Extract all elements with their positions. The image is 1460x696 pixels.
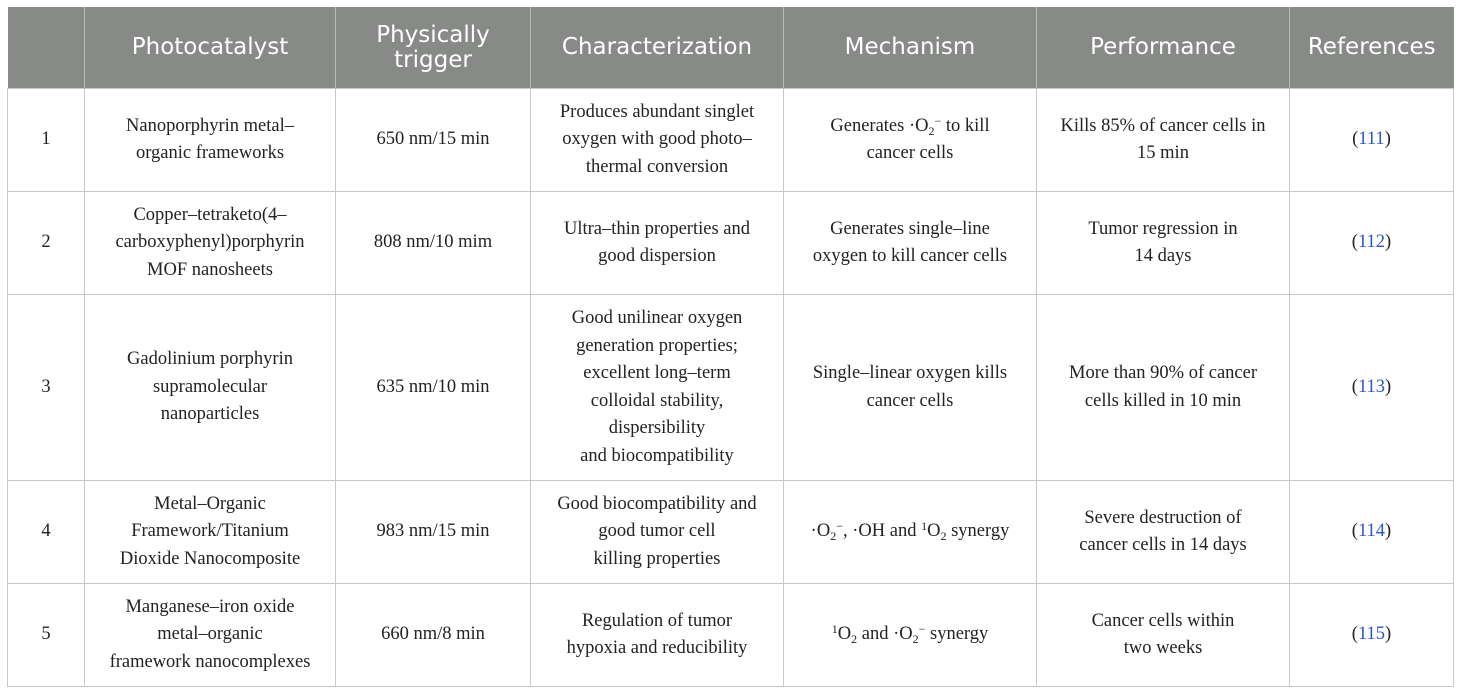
header-photocatalyst: Photocatalyst [85, 7, 336, 89]
photocatalyst-cell: Gadolinium porphyrin supramolecular nanoparticles [85, 295, 336, 481]
reference-cell: (111) [1290, 89, 1454, 192]
reference-link[interactable]: 111 [1358, 129, 1385, 150]
performance-cell: More than 90% of cancer cells killed in 10 min [1037, 295, 1290, 481]
reference-cell: (113) [1290, 295, 1454, 481]
characterization-cell: Produces abundant singlet oxygen with good photo– thermal conversion [531, 89, 784, 192]
mechanism-cell: Generates $\cdot O_2^-$ to kill cancer cells [784, 89, 1037, 192]
mechanism-cell: Single–linear oxygen kills cancer cells [784, 295, 1037, 481]
characterization-cell: Good unilinear oxygen generation properties; excellent long–term colloidal stability, dispersibility and biocompatibility [531, 295, 784, 481]
header-physically-trigger: Physically trigger [336, 7, 531, 89]
header-mechanism: Mechanism [784, 7, 1037, 89]
table-row [8, 89, 1454, 192]
reference-link[interactable]: 114 [1357, 521, 1386, 542]
row-index: 5 [8, 584, 85, 687]
reference-link[interactable]: 115 [1357, 624, 1386, 645]
table-row [8, 192, 1454, 295]
reference-link[interactable]: 113 [1357, 376, 1386, 397]
trigger-cell: 983 nm/15 min [336, 481, 531, 584]
photocatalyst-cell: Manganese–iron oxide metal–organic framework nanocomplexes [85, 584, 336, 687]
trigger-cell: 660 nm/8 min [336, 584, 531, 687]
characterization-cell: Regulation of tumor hypoxia and reducibility [531, 584, 784, 687]
photocatalyst-cell: Metal–Organic Framework/Titanium Dioxide Nanocomposite [85, 481, 336, 584]
reference-cell: (115) [1290, 584, 1454, 687]
row-index: 4 [8, 481, 85, 584]
table-row [8, 295, 1454, 481]
reference-cell: (112) [1290, 192, 1454, 295]
performance-cell: Kills 85% of cancer cells in 15 min [1037, 89, 1290, 192]
table-row [8, 481, 1454, 584]
trigger-cell: 650 nm/15 min [336, 89, 531, 192]
row-index: 2 [8, 192, 85, 295]
photocatalyst-cell: Nanoporphyrin metal– organic frameworks [85, 89, 336, 192]
header-references: References [1290, 7, 1454, 89]
row-index: 1 [8, 89, 85, 192]
performance-cell: Tumor regression in 14 days [1037, 192, 1290, 295]
header-index [8, 7, 85, 89]
table-row [8, 584, 1454, 687]
row-index: 3 [8, 295, 85, 481]
characterization-cell: Ultra–thin properties and good dispersion [531, 192, 784, 295]
trigger-cell: 808 nm/10 mim [336, 192, 531, 295]
performance-cell: Severe destruction of cancer cells in 14 days [1037, 481, 1290, 584]
header-row [8, 7, 1454, 89]
trigger-cell: 635 nm/10 min [336, 295, 531, 481]
reference-cell: (114) [1290, 481, 1454, 584]
mechanism-cell: Generates single–line oxygen to kill cancer cells [784, 192, 1037, 295]
table-container [7, 7, 1453, 687]
mechanism-cell: $\cdot O_2^-$, ·OH and $^1O_2$ synergy [784, 481, 1037, 584]
reference-link[interactable]: 112 [1357, 232, 1386, 253]
photocatalyst-table [7, 7, 1454, 687]
photocatalyst-cell: Copper–tetraketo(4– carboxyphenyl)porphyrin MOF nanosheets [85, 192, 336, 295]
performance-cell: Cancer cells within two weeks [1037, 584, 1290, 687]
characterization-cell: Good biocompatibility and good tumor cell killing properties [531, 481, 784, 584]
header-performance: Performance [1037, 7, 1290, 89]
mechanism-cell: $^1O_2$ and $\cdot O_2^-$ synergy [784, 584, 1037, 687]
header-characterization: Characterization [531, 7, 784, 89]
